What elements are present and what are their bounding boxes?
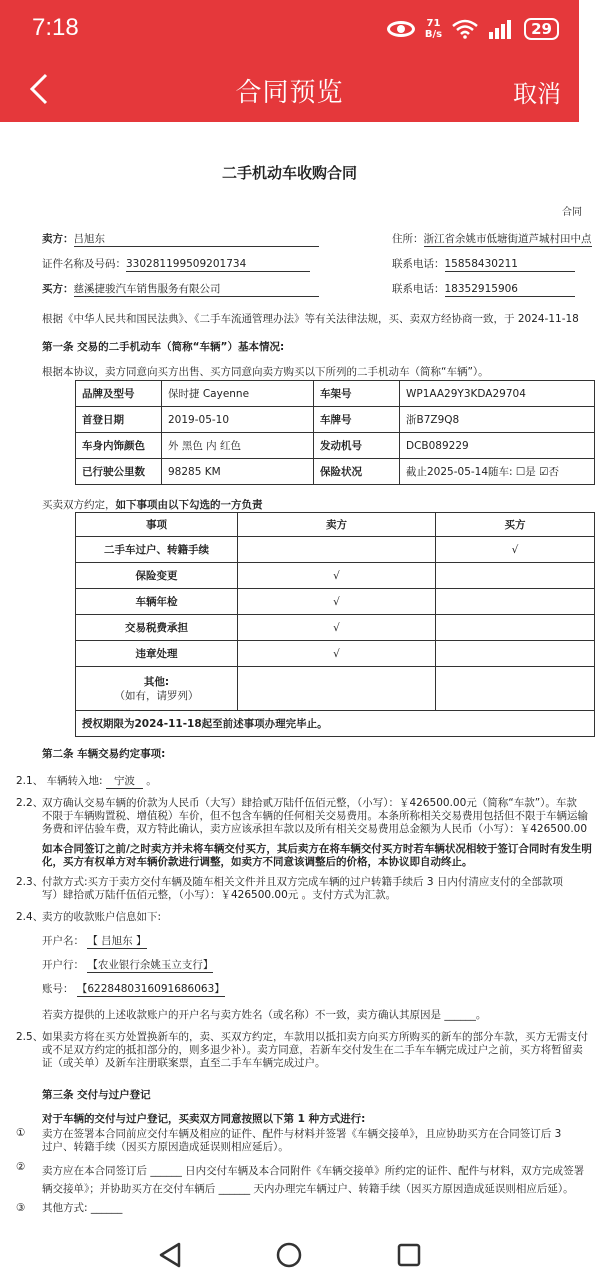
mileage-value: 98285 KM <box>162 459 314 485</box>
square-recent-icon[interactable] <box>389 1237 429 1273</box>
resp-seller-check: √ <box>238 641 436 667</box>
contract-document[interactable] <box>0 122 592 1230</box>
table-row <box>76 563 595 589</box>
option-2-line-2: 辆交接单》；并协助买方在交付车辆后 ______ 天内办理完车辆过户、转籍手续（因买方原因造成延误则相应后延）。 <box>42 1183 574 1195</box>
clause-2-3-line-2: 写）肆拾贰万陆仟伍佰元整，（小写）：￥426500.00元 。支付方式为汇款。 <box>42 889 397 901</box>
seller-phone: 15858430211 <box>445 257 575 272</box>
engine-label: 发动机号 <box>314 433 400 459</box>
table-row <box>76 641 595 667</box>
clause-2-3-no: 2.3、 <box>16 876 44 888</box>
seller-name: 吕旭东 <box>74 232 319 247</box>
clause-2-5-line-3: 证（或关单）及新车注册联案票，直至二手车车辆完成过户。 <box>42 1057 326 1069</box>
resp-buyer-check <box>436 563 595 589</box>
table-row <box>76 433 595 459</box>
vin-value: WP1AA29Y3KDA29704 <box>400 381 595 407</box>
page-title: 合同预览 <box>235 78 344 108</box>
article-2-title: 第二条 车辆交易约定事项: <box>42 748 166 760</box>
account-name: 【 吕旭东 】 <box>87 935 147 947</box>
account-name-row: 开户名： 【 吕旭东 】 <box>42 935 147 947</box>
status-bar <box>0 0 579 58</box>
id-row: 证件名称及号码：330281199509201734 <box>42 257 310 272</box>
resp-buyer-check: √ <box>436 537 595 563</box>
resp-item: 违章处理 <box>76 641 238 667</box>
table-row <box>76 615 595 641</box>
clause-2-2-line-3: 务费和评估验车费，双方特此确认，卖方应该承担车款以及所有相关交易费用总金额为人民币（小写）：￥426500.00 <box>42 823 588 835</box>
resp-item: 车辆年检 <box>76 589 238 615</box>
responsibility-table <box>75 512 595 737</box>
table-row <box>76 667 595 711</box>
option-1-line-1: 卖方在签署本合同前应交付车辆及相应的证件、配件与材料并签署《车辆交接单》，且应协助买方在合同签订后 3 <box>42 1128 562 1140</box>
clause-2-5-line-1: 如果卖方将在买方处置换新车的，卖、买双方约定，车款用以抵扣卖方向买方所购买的新车的部分车款，买方无需支付 <box>42 1031 588 1043</box>
authorization-period: 授权期限为2024-11-18起至前述事项办理完毕止。 <box>76 711 595 737</box>
reg-date-value: 2019-05-10 <box>162 407 314 433</box>
circle-home-icon[interactable] <box>269 1237 309 1273</box>
plate-value: 浙B7Z9Q8 <box>400 407 595 433</box>
table-row <box>76 589 595 615</box>
insurance-value: 截止2025-05-14随车: ☐是 ☑否 <box>400 459 595 485</box>
resp-seller-check: √ <box>238 615 436 641</box>
resp-header-item: 事项 <box>76 513 238 537</box>
buyer-phone: 18352915906 <box>445 282 575 297</box>
article-3-title: 第三条 交付与过户登记 <box>42 1089 151 1101</box>
clock: 7:18 <box>32 14 79 41</box>
other-hint: （如有，请罗列） <box>114 689 199 702</box>
brand-label: 品牌及型号 <box>76 381 162 407</box>
color-value: 外 黑色 内 红色 <box>162 433 314 459</box>
resp-buyer-check <box>436 589 595 615</box>
article-3-intro: 对于车辆的交付与过户登记，买卖双方同意按照以下第 1 种方式进行: <box>42 1113 366 1125</box>
table-row <box>76 711 595 737</box>
network-speed: 71 B/s <box>424 18 443 40</box>
seller-row: 卖方：吕旭东 <box>42 232 319 247</box>
color-label: 车身内饰颜色 <box>76 433 162 459</box>
buyer-phone-row: 联系电话：18352915906 <box>392 282 575 297</box>
seller-id-number: 330281199509201734 <box>126 257 310 272</box>
cancel-button[interactable]: 取消 <box>513 80 561 108</box>
option-3-no: ③ <box>16 1202 26 1214</box>
account-number: 【6228480316091686063】 <box>76 983 225 995</box>
article-1-title: 第一条 交易的二手机动车（简称“车辆”）基本情况: <box>42 341 285 353</box>
contract-title: 二手机动车收购合同 <box>221 164 357 182</box>
vin-label: 车架号 <box>314 381 400 407</box>
clause-2-5-no: 2.5、 <box>16 1031 44 1043</box>
battery-indicator: 29 <box>524 18 559 40</box>
clause-2-4-no: 2.4、 <box>16 911 44 923</box>
system-nav-bar <box>0 1230 579 1280</box>
table-row <box>76 407 595 433</box>
resp-seller-check: √ <box>238 563 436 589</box>
eye-icon <box>387 21 415 37</box>
clause-2-2-line-1: 双方确认交易车辆的价款为人民币（大写）肆拾贰万陆仟伍佰元整，（小写）：￥426500.00元（简称“车款”）。车款 <box>42 797 577 809</box>
clause-2-4: 卖方的收款账户信息如下: <box>42 911 162 923</box>
clause-2-1: 2.1、 车辆转入地: 宁波 。 <box>16 775 157 787</box>
triangle-back-icon[interactable] <box>150 1237 190 1273</box>
status-icons <box>387 14 559 44</box>
resp-buyer-check <box>436 641 595 667</box>
option-1-no: ① <box>16 1127 26 1139</box>
clause-2-5-line-2: 或不足双方约定的抵扣部分的，则多退少补）。卖方同意，若新车交付发生在二手车车辆完成过户之前，买方将暂留卖 <box>42 1044 583 1056</box>
resp-item: 交易税费承担 <box>76 615 238 641</box>
account-bank-row: 开户行： 【农业银行余姚玉立支行】 <box>42 959 214 971</box>
account-number-row: 账号： 【6228480316091686063】 <box>42 983 225 995</box>
resp-item: 保险变更 <box>76 563 238 589</box>
clause-2-2-no: 2.2、 <box>16 797 44 809</box>
option-3: 其他方式: ______ <box>42 1202 123 1214</box>
resp-header-buyer: 买方 <box>436 513 595 537</box>
engine-value: DCB089229 <box>400 433 595 459</box>
table-row <box>76 537 595 563</box>
buyer-row: 买方：慈溪捷骏汽车销售服务有限公司 <box>42 282 319 297</box>
app-header <box>0 58 579 122</box>
signal-icon <box>488 19 514 39</box>
option-1-line-2: 过户、转籍手续（因买方原因造成延误则相应延后）。 <box>42 1141 289 1153</box>
reg-date-label: 首登日期 <box>76 407 162 433</box>
resp-header-seller: 卖方 <box>238 513 436 537</box>
clause-2-2-bold-1: 如本合同签订之前/之时卖方并未将车辆交付买方，其后卖方在将车辆交付买方时若车辆状况相较于签订合同时有发生明 <box>42 843 592 855</box>
resp-buyer-check <box>436 615 595 641</box>
resp-seller-check <box>238 537 436 563</box>
other-label: 其他: <box>143 675 170 688</box>
article-1-text: 根据本协议，卖方同意向买方出售、买方同意向卖方购买以下所列的二手机动车（简称“车辆”）。 <box>42 366 489 378</box>
address-row: 住所：浙江省余姚市低塘街道芦城村田中点 <box>392 233 592 245</box>
agreement-line: 买卖双方约定，如下事项由以下勾选的一方负责 <box>42 499 263 511</box>
vehicle-info-table <box>75 380 595 485</box>
table-row <box>76 459 595 485</box>
resp-seller-check: √ <box>238 589 436 615</box>
option-2-no: ② <box>16 1161 26 1173</box>
account-bank: 【农业银行余姚玉立支行】 <box>87 959 214 971</box>
clause-2-3-line-1: 付款方式:买方于卖方交付车辆及随车相关文件并且双方完成车辆的过户转籍手续后 3 日内付清应支付的全部款项 <box>42 876 563 888</box>
resp-other-cell <box>76 667 238 711</box>
buyer-name: 慈溪捷骏汽车销售服务有限公司 <box>74 282 319 297</box>
wifi-icon <box>452 19 478 39</box>
clause-2-2-bold-2: 化，买方有权单方对车辆价款进行调整，如卖方不同意该调整后的价格，本协议即自动终止。 <box>42 856 473 868</box>
intro-text: 根据《中华人民共和国民法典》、《二手车流通管理办法》等有关法律法规，买、卖双方经协商一致，于 2024-11-18 <box>42 313 579 325</box>
account-note: 若卖方提供的上述收款账户的开户名与卖方姓名（或名称）不一致，卖方确认其原因是 ______。 <box>42 1009 487 1021</box>
insurance-label: 保险状况 <box>314 459 400 485</box>
contract-number-label: 合同 <box>562 207 582 218</box>
seller-address: 浙江省余姚市低塘街道芦城村田中点 <box>423 233 592 245</box>
table-row <box>76 381 595 407</box>
plate-label: 车牌号 <box>314 407 400 433</box>
resp-item: 二手车过户、转籍手续 <box>76 537 238 563</box>
brand-value: 保时捷 Cayenne <box>162 381 314 407</box>
mileage-label: 已行驶公里数 <box>76 459 162 485</box>
clause-2-2-line-2: 不限于车辆购置税、增值税）车价，但不包含车辆的任何相关交易费用。本条所称相关交易费用包括但不限于车辆运输 <box>42 810 588 822</box>
option-2-line-1: 卖方应在本合同签订后 ______ 日内交付车辆及本合同附件《车辆交接单》所约定的证件、配件与材料，双方完成签署 <box>42 1165 585 1177</box>
destination: 宁波 <box>106 774 143 789</box>
seller-phone-row: 联系电话：15858430211 <box>392 257 575 272</box>
table-row <box>76 513 595 537</box>
